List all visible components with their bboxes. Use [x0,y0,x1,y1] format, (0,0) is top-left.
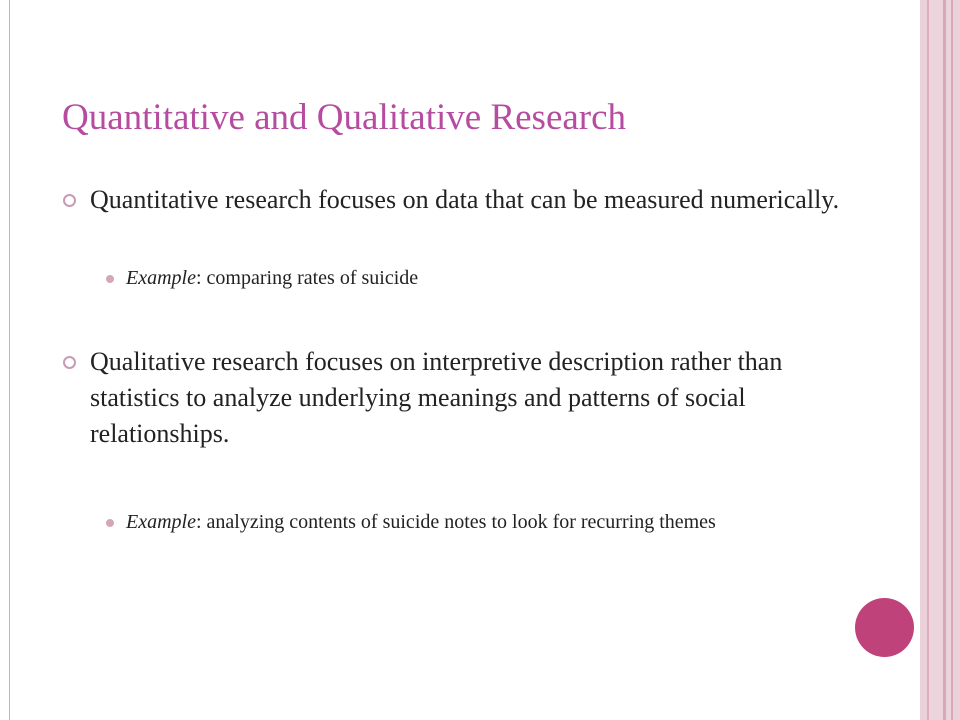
decorative-circle [855,598,914,657]
example-text: : comparing rates of suicide [195,267,419,289]
bullet-marker [63,194,76,207]
left-frame-line [9,0,10,720]
sub-bullet-marker [106,275,114,283]
slide-title: Quantitative and Qualitative Research [62,97,627,138]
example-text: : analyzing contents of suicide notes to look for recurring themes [195,511,716,533]
sub-bullet-qualitative-example [126,509,846,536]
bullet-marker [63,356,76,369]
sub-bullet-quantitative-example [126,265,846,292]
bullet-qualitative: Qualitative research focuses on interpretive description rather than statistics to analyze underlying meanings and patterns of social relationships. [90,347,783,448]
example-label: Example [126,267,196,289]
right-decorative-stripes [920,0,960,720]
example-label: Example [126,511,196,533]
bullet-quantitative: Quantitative research focuses on data that can be measured numerically. [90,185,840,214]
sub-bullet-marker [106,519,114,527]
